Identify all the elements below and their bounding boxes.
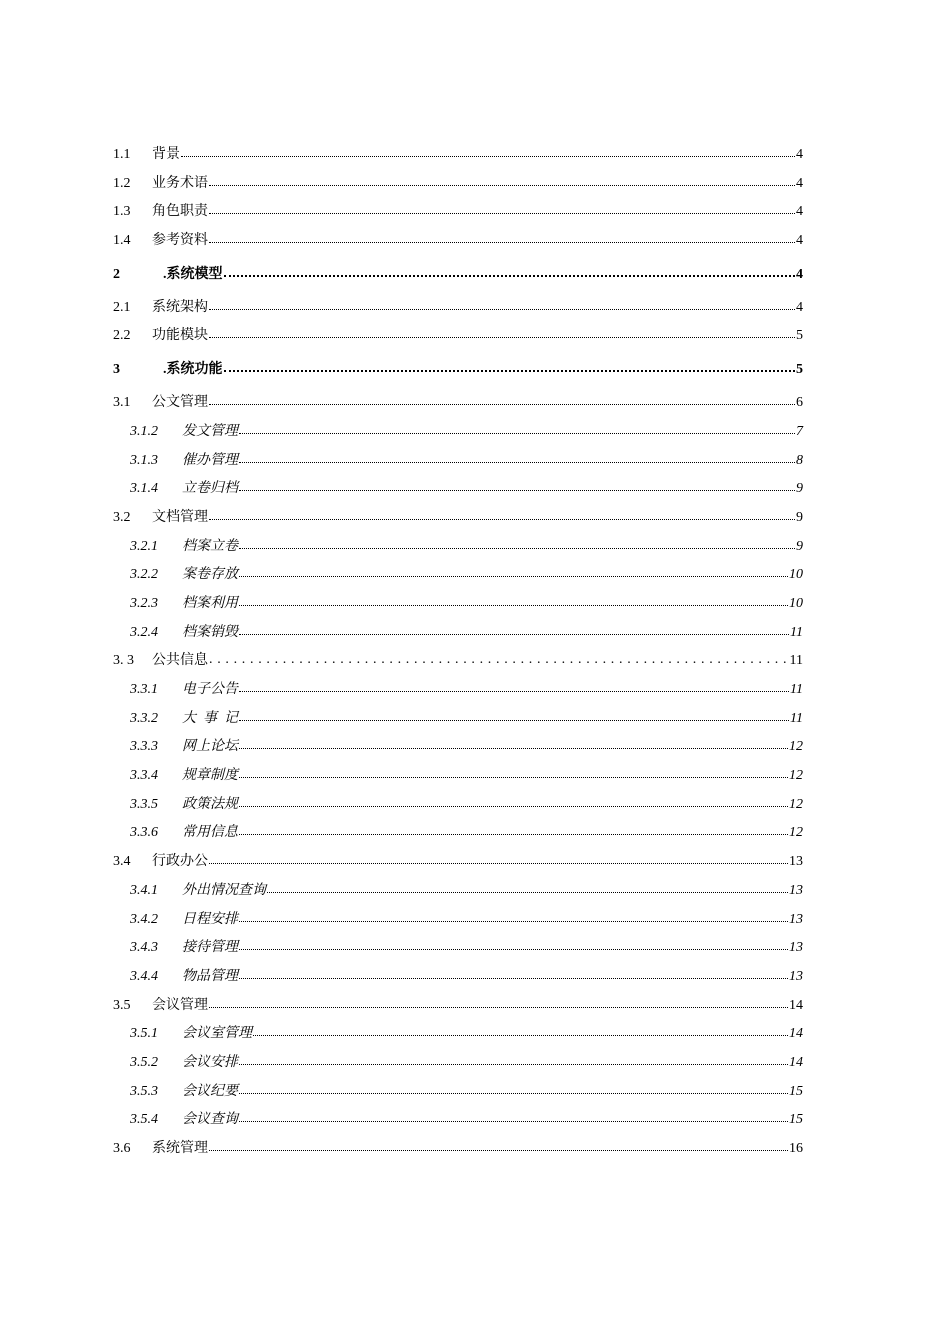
toc-entry-number: 3.5.1 xyxy=(130,1026,158,1042)
toc-entry-page-number: 14 xyxy=(789,997,803,1013)
toc-entry[interactable] xyxy=(113,791,803,820)
toc-entry[interactable] xyxy=(113,619,803,648)
toc-entry-number: 2.2 xyxy=(113,328,131,344)
toc-dot-leader xyxy=(209,862,788,864)
toc-entry[interactable] xyxy=(113,848,803,877)
toc-entry-title: 角色职责 xyxy=(152,204,208,220)
toc-entry-number: 3.4.3 xyxy=(130,940,158,956)
toc-entry[interactable] xyxy=(113,877,803,906)
toc-entry[interactable] xyxy=(113,1135,803,1164)
toc-entry-page-number: 8 xyxy=(796,452,803,468)
toc-dot-leader xyxy=(209,212,795,214)
toc-entry-page-number: 11 xyxy=(790,624,803,640)
toc-entry-number: 3.2.4 xyxy=(130,624,158,640)
toc-entry-title: 规章制度 xyxy=(182,768,238,784)
toc-entry-page-number: 10 xyxy=(789,595,803,611)
toc-entry-title: 功能模块 xyxy=(152,328,208,344)
toc-entry-title: 政策法规 xyxy=(182,796,238,812)
toc-entry[interactable] xyxy=(113,294,803,323)
toc-entry-page-number: 11 xyxy=(790,682,803,697)
toc-entry-number: 3.4.2 xyxy=(130,911,158,927)
toc-entry-page-number: 4 xyxy=(796,266,803,282)
toc-entry-number: 3.5.2 xyxy=(130,1054,158,1070)
toc-entry-title: 催办管理 xyxy=(182,452,238,468)
toc-dot-leader xyxy=(224,369,796,372)
toc-entry[interactable] xyxy=(113,1106,803,1135)
toc-entry-number: 3.2 xyxy=(113,509,131,525)
toc-dot-leader xyxy=(181,155,795,157)
toc-entry[interactable] xyxy=(113,351,803,389)
toc-entry-number: 3.6 xyxy=(113,1141,131,1156)
toc-dot-leader xyxy=(239,489,795,491)
toc-entry-number: 3.3.2 xyxy=(130,710,158,726)
toc-dot-leader xyxy=(239,719,789,721)
toc-entry-page-number: 14 xyxy=(789,1026,803,1042)
toc-entry[interactable] xyxy=(113,647,803,676)
toc-dot-leader xyxy=(239,461,795,463)
toc-entry-number: 3.3.4 xyxy=(130,768,158,784)
toc-entry-number: 1.1 xyxy=(113,147,131,162)
toc-entry[interactable] xyxy=(113,1049,803,1078)
toc-entry-number: 2.1 xyxy=(113,299,131,315)
toc-dot-leader xyxy=(239,776,788,778)
toc-entry[interactable] xyxy=(113,389,803,418)
toc-dot-leader xyxy=(209,403,795,405)
toc-entry-number: 3.5.4 xyxy=(130,1112,158,1128)
toc-entry-title: 档案立卷 xyxy=(182,538,238,554)
toc-entry-page-number: 7 xyxy=(796,423,803,439)
toc-dot-leader xyxy=(239,633,789,635)
toc-entry-number: 3.3.6 xyxy=(130,825,158,841)
toc-entry-title: 网上论坛 xyxy=(182,739,238,755)
toc-dot-leader xyxy=(209,1006,788,1008)
toc-entry-title: 接待管理 xyxy=(182,940,238,956)
toc-entry-title: 背景 xyxy=(152,147,180,162)
toc-entry-title: .系统模型 xyxy=(163,266,223,282)
toc-entry[interactable] xyxy=(113,733,803,762)
toc-entry-title: 常用信息 xyxy=(182,825,238,841)
toc-entry[interactable] xyxy=(113,992,803,1021)
toc-entry[interactable] xyxy=(113,590,803,619)
toc-entry[interactable] xyxy=(113,475,803,504)
toc-entry[interactable] xyxy=(113,141,803,170)
toc-entry-title: 档案销毁 xyxy=(182,624,238,640)
toc-entry-page-number: 11 xyxy=(789,653,803,669)
toc-dot-leader xyxy=(209,184,795,186)
toc-entry-number: 1.4 xyxy=(113,233,131,249)
toc-dot-leader xyxy=(209,518,795,520)
toc-dot-leader xyxy=(267,891,788,893)
toc-entry-number: 3.3.1 xyxy=(130,682,158,697)
toc-entry-page-number: 13 xyxy=(789,968,803,984)
toc-entry-title: 会议查询 xyxy=(182,1112,238,1128)
table-of-contents xyxy=(113,141,803,1164)
toc-entry-number: 3.1.3 xyxy=(130,452,158,468)
toc-entry-title: 发文管理 xyxy=(182,423,238,439)
toc-entry-title: .系统功能 xyxy=(163,362,223,378)
toc-entry-page-number: 12 xyxy=(789,768,803,784)
toc-entry-title: 外出情况查询 xyxy=(182,882,266,898)
toc-entry-number: 3.2.3 xyxy=(130,595,158,611)
toc-entry-title: 公共信息 xyxy=(152,653,208,669)
toc-entry-number: 3. 3 xyxy=(113,653,134,669)
toc-entry-page-number: 9 xyxy=(796,509,803,525)
toc-entry-page-number: 4 xyxy=(796,175,803,191)
toc-entry-page-number: 16 xyxy=(789,1141,803,1156)
toc-entry[interactable] xyxy=(113,1020,803,1049)
toc-entry-number: 3.4.1 xyxy=(130,882,158,898)
toc-entry-number: 3.5.3 xyxy=(130,1083,158,1099)
toc-dot-leader xyxy=(224,274,796,277)
toc-entry-page-number: 5 xyxy=(796,328,803,344)
toc-dot-leader xyxy=(253,1034,788,1036)
toc-entry-title: 系统管理 xyxy=(152,1141,208,1156)
toc-entry-page-number: 4 xyxy=(796,204,803,220)
toc-dot-leader xyxy=(209,308,795,310)
toc-entry-page-number: 10 xyxy=(789,567,803,583)
toc-dot-leader xyxy=(239,1063,788,1065)
toc-entry[interactable] xyxy=(113,227,803,256)
toc-entry[interactable] xyxy=(113,198,803,227)
toc-entry-page-number: 12 xyxy=(789,825,803,841)
toc-entry-title: 会议室管理 xyxy=(182,1026,252,1042)
toc-entry-page-number: 9 xyxy=(796,538,803,554)
toc-entry-page-number: 4 xyxy=(796,233,803,249)
toc-entry-page-number: 6 xyxy=(796,395,803,411)
toc-entry-page-number: 13 xyxy=(789,911,803,927)
toc-entry-page-number: 15 xyxy=(789,1112,803,1128)
toc-dot-leader xyxy=(239,690,789,692)
toc-entry-title: 公文管理 xyxy=(152,395,208,411)
toc-dot-leader xyxy=(209,241,795,243)
toc-entry-number: 3.2.1 xyxy=(130,538,158,554)
toc-entry-title: 案卷存放 xyxy=(182,567,238,583)
toc-entry-title: 电子公告 xyxy=(182,682,238,697)
toc-entry-page-number: 9 xyxy=(796,481,803,497)
toc-entry-number: 1.2 xyxy=(113,175,131,191)
toc-entry-number: 3.1.2 xyxy=(130,423,158,439)
toc-dot-leader xyxy=(239,948,788,950)
toc-entry[interactable] xyxy=(113,819,803,848)
toc-entry-number: 3.3.5 xyxy=(130,796,158,812)
toc-entry-title: 文档管理 xyxy=(152,509,208,525)
toc-entry-title: 会议安排 xyxy=(182,1054,238,1070)
toc-entry-page-number: 12 xyxy=(789,739,803,755)
toc-entry-page-number: 14 xyxy=(789,1054,803,1070)
toc-entry-number: 3.1 xyxy=(113,395,131,411)
toc-entry[interactable] xyxy=(113,934,803,963)
toc-entry[interactable] xyxy=(113,1078,803,1107)
toc-entry[interactable] xyxy=(113,963,803,992)
toc-entry-number: 2 xyxy=(113,266,120,282)
toc-entry[interactable] xyxy=(113,447,803,476)
toc-entry-page-number: 13 xyxy=(789,882,803,898)
toc-entry-page-number: 5 xyxy=(796,362,803,378)
toc-dot-leader xyxy=(239,547,795,549)
toc-entry-page-number: 13 xyxy=(789,940,803,956)
toc-entry-title: 会议管理 xyxy=(152,997,208,1013)
toc-entry[interactable] xyxy=(113,906,803,935)
toc-entry[interactable] xyxy=(113,170,803,199)
toc-dot-leader xyxy=(239,805,788,807)
toc-entry-title: 会议纪要 xyxy=(182,1083,238,1099)
toc-entry-number: 1.3 xyxy=(113,204,131,220)
toc-entry-title: 立卷归档 xyxy=(182,481,238,497)
toc-entry[interactable] xyxy=(113,762,803,791)
toc-dot-leader xyxy=(239,833,788,835)
toc-entry[interactable] xyxy=(113,256,803,294)
toc-entry-page-number: 13 xyxy=(789,854,803,870)
toc-entry-number: 3.4 xyxy=(113,854,131,870)
toc-dot-leader xyxy=(239,920,788,922)
toc-entry-number: 3 xyxy=(113,362,120,378)
toc-dot-leader xyxy=(239,747,788,749)
toc-dot-leader xyxy=(239,1120,788,1122)
toc-dot-leader xyxy=(239,1092,788,1094)
toc-dot-leader xyxy=(239,432,795,434)
toc-entry-number: 3.1.4 xyxy=(130,481,158,497)
toc-entry[interactable] xyxy=(113,705,803,734)
toc-entry[interactable] xyxy=(113,322,803,351)
toc-entry[interactable] xyxy=(113,561,803,590)
toc-entry-page-number: 4 xyxy=(796,299,803,315)
toc-entry[interactable] xyxy=(113,533,803,562)
toc-entry-title: 参考资料 xyxy=(152,233,208,249)
toc-entry[interactable] xyxy=(113,504,803,533)
toc-entry-page-number: 11 xyxy=(790,710,803,726)
toc-dot-leader xyxy=(209,336,795,338)
toc-dot-leader xyxy=(239,604,788,606)
toc-entry-number: 3.3.3 xyxy=(130,739,158,755)
toc-entry-title: 大 事 记 xyxy=(182,710,238,726)
toc-dot-leader xyxy=(209,1149,788,1151)
toc-entry-page-number: 4 xyxy=(796,147,803,162)
toc-entry-page-number: 12 xyxy=(789,796,803,812)
toc-entry-title: 业务术语 xyxy=(152,175,208,191)
toc-dot-leader xyxy=(239,977,788,979)
toc-entry-number: 3.2.2 xyxy=(130,567,158,583)
toc-entry-title: 行政办公 xyxy=(152,854,208,870)
toc-entry-page-number: 15 xyxy=(789,1083,803,1099)
toc-dot-leader xyxy=(209,646,789,675)
toc-entry-title: 物品管理 xyxy=(182,968,238,984)
toc-entry[interactable] xyxy=(113,418,803,447)
toc-dot-leader xyxy=(239,575,788,577)
toc-entry-number: 3.4.4 xyxy=(130,968,158,984)
toc-entry-title: 档案利用 xyxy=(182,595,238,611)
toc-entry-number: 3.5 xyxy=(113,997,131,1013)
toc-entry[interactable] xyxy=(113,676,803,705)
toc-entry-title: 系统架构 xyxy=(152,299,208,315)
toc-entry-title: 日程安排 xyxy=(182,911,238,927)
